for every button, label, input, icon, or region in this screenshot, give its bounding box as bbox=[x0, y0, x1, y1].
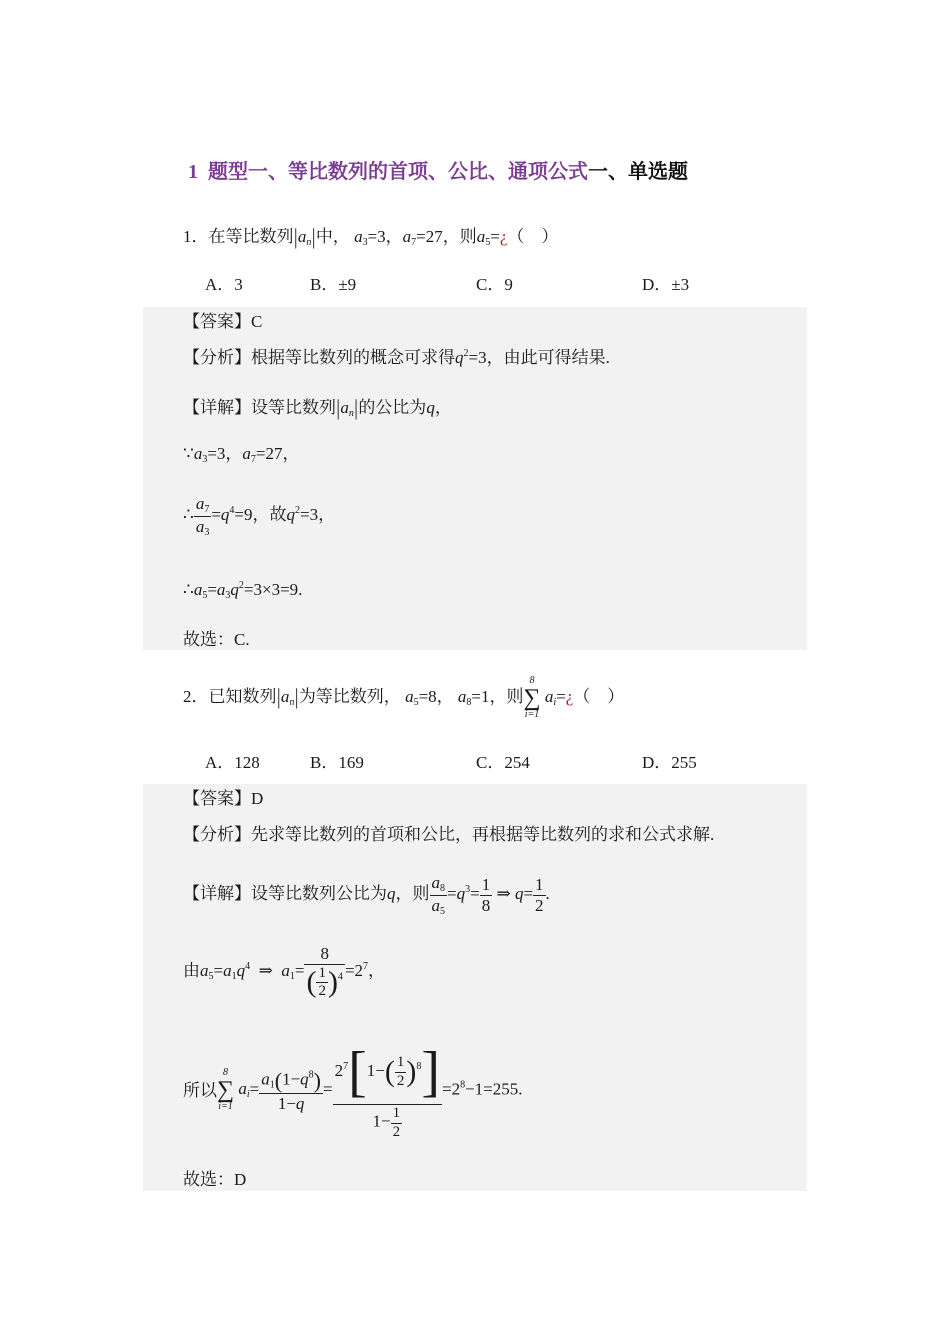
because-symbol: ∵ bbox=[183, 444, 194, 463]
summation: 8 ∑ i=1 bbox=[217, 1067, 235, 1113]
question-number: 1． bbox=[183, 227, 209, 246]
q2-option-d: D．255 bbox=[642, 753, 697, 772]
analysis-text: 先求等比数列的首项和公比，再根据等比数列的求和公式求解. bbox=[251, 825, 715, 844]
q1-answer: 【答案】C bbox=[183, 312, 263, 331]
subsection-title: 一、单选题 bbox=[588, 161, 688, 183]
step-text: 所以 bbox=[183, 1080, 217, 1100]
q1-step-3: $\therefore a_5=a_3q^2=3\times 3=9$. bbox=[183, 580, 303, 601]
q2-detail: 【详解】设等比数列公比为q，则 $\frac{a_8}{a_5}$ $=q^3=$ $\frac{1}{8}$ ⇒ q= $\frac{1}{2}$ . bbox=[183, 873, 550, 917]
detail-text: 的公比为 bbox=[358, 398, 427, 417]
section-number: 1 bbox=[188, 161, 198, 183]
q1-option-a: A．3 bbox=[205, 275, 243, 294]
detail-text: ，则 bbox=[395, 883, 430, 903]
stem-text: 中， bbox=[315, 227, 350, 246]
fraction: $\frac{1}{8}$ bbox=[481, 874, 491, 915]
result-text: =2 bbox=[441, 1079, 461, 1099]
equals: = bbox=[556, 686, 566, 706]
q2-analysis bbox=[183, 826, 714, 843]
fraction: 8 ( $\frac{1}{2}$ )$^4$ bbox=[306, 944, 343, 999]
step-text: ， bbox=[368, 960, 386, 980]
q1-detail: 【详解】设等比数列$|a_n|$的公比为q， bbox=[183, 395, 452, 420]
analysis-text: 根据等比数列的概念可求得 bbox=[251, 348, 455, 367]
label: 【分析】 bbox=[183, 825, 251, 844]
section-title: 题型一、等比数列的首项、公比、通项公式 bbox=[208, 161, 588, 183]
q2-step-1: 由$a_5=a_1q^4$ ⇒ $a_1=$ 8 ( $\frac{1}{2}$ )$^4$ $=2^7$， bbox=[183, 944, 386, 999]
result-text: −1=255. bbox=[465, 1079, 523, 1099]
q1-option-b: B．±9 bbox=[310, 275, 357, 294]
fraction: $\frac{a_8}{a_5}$ bbox=[431, 873, 445, 917]
question-1-stem: 1．在等比数列$|a_n|$中， $a_3=3$，$a_7=27$，则$a_5=¿$（ ） bbox=[183, 224, 559, 249]
given-value: =27，则 bbox=[416, 227, 477, 246]
given-value: =1，则 bbox=[471, 686, 524, 706]
page-title bbox=[188, 162, 688, 182]
stem-text: 为等比数列， bbox=[298, 686, 401, 706]
step-text: =9，故 bbox=[234, 504, 287, 524]
q2-option-b: B．169 bbox=[310, 753, 364, 772]
q1-option-d: D．±3 bbox=[642, 275, 690, 294]
q2-option-a: A．128 bbox=[205, 753, 260, 772]
step-text: =3， bbox=[207, 444, 243, 463]
answer-blank: （ ） bbox=[507, 227, 559, 246]
question-number: 2． bbox=[183, 686, 209, 706]
therefore-symbol: ∴ bbox=[183, 504, 194, 524]
unknown-mark: ¿ bbox=[565, 686, 574, 706]
stem-text: 已知数列 bbox=[208, 686, 277, 706]
q2-answer: 【答案】D bbox=[183, 789, 264, 808]
q1-option-c: C．9 bbox=[476, 275, 513, 294]
q1-step-2: ∴ $\frac{a_7}{a_3}$ $=q^4=9$，故$q^2=3$， bbox=[183, 494, 336, 538]
q1-choice: 故选：C. bbox=[183, 630, 250, 649]
summation: 8 ∑ i=1 bbox=[523, 675, 541, 720]
implies-symbol: ⇒ bbox=[258, 961, 273, 981]
detail-text: ， bbox=[434, 398, 452, 417]
q1-analysis: 【分析】根据等比数列的概念可求得$q^2=3$，由此可得结果. bbox=[183, 348, 610, 367]
given-value: =3， bbox=[367, 227, 403, 246]
step-text: =3×3=9. bbox=[243, 580, 303, 599]
q1-step-1: $\because a_3=3$，$a_7=27$， bbox=[183, 444, 300, 465]
q2-option-c: C．254 bbox=[476, 753, 530, 772]
therefore-symbol: ∴ bbox=[183, 580, 194, 599]
implies-symbol: ⇒ bbox=[496, 883, 511, 903]
label: 【详解】 bbox=[183, 883, 251, 903]
question-2-stem: 2．已知数列$|a_n|$为等比数列， $a_5=8$， $a_8=1$，则 8 ∑ i=1 $a_i=¿$（ ） bbox=[183, 675, 625, 720]
equals: = bbox=[490, 227, 500, 246]
fraction: $\frac{a_7}{a_3}$ bbox=[195, 494, 210, 538]
detail-text: 设等比数列公比为 bbox=[251, 883, 387, 903]
fraction: $\frac{1}{2}$ bbox=[535, 874, 544, 915]
step-text: =3， bbox=[300, 504, 336, 524]
unknown-mark: ¿ bbox=[499, 227, 508, 246]
fraction: $2^7[1-$( $\frac{1}{2}$ )$^8$] 1− $\frac{1}{2}$ bbox=[334, 1041, 440, 1140]
step-text: 由 bbox=[183, 961, 200, 981]
label: 【详解】 bbox=[183, 398, 251, 417]
q2-choice: 故选：D bbox=[183, 1170, 247, 1189]
analysis-text: =3，由此可得结果. bbox=[468, 348, 610, 367]
detail-text: 设等比数列 bbox=[251, 398, 336, 417]
given-value: =8， bbox=[418, 686, 454, 706]
q2-step-2: 所以 8 ∑ i=1 $a_i=$ $\frac{a_1(1-q^8)}{1-q}$ = $2^7[1-$( $\frac{1}{2}$ )$^8$] 1− $\frac{1}{2}$ $=2^8-1=255$. bbox=[183, 1041, 523, 1140]
stem-text: 在等比数列 bbox=[208, 227, 294, 246]
fraction: $\frac{a_1(1-q^8)}{1-q}$ bbox=[261, 1067, 321, 1113]
answer-blank: （ ） bbox=[573, 686, 625, 706]
step-text: =27， bbox=[255, 444, 300, 463]
label: 【分析】 bbox=[183, 348, 251, 367]
